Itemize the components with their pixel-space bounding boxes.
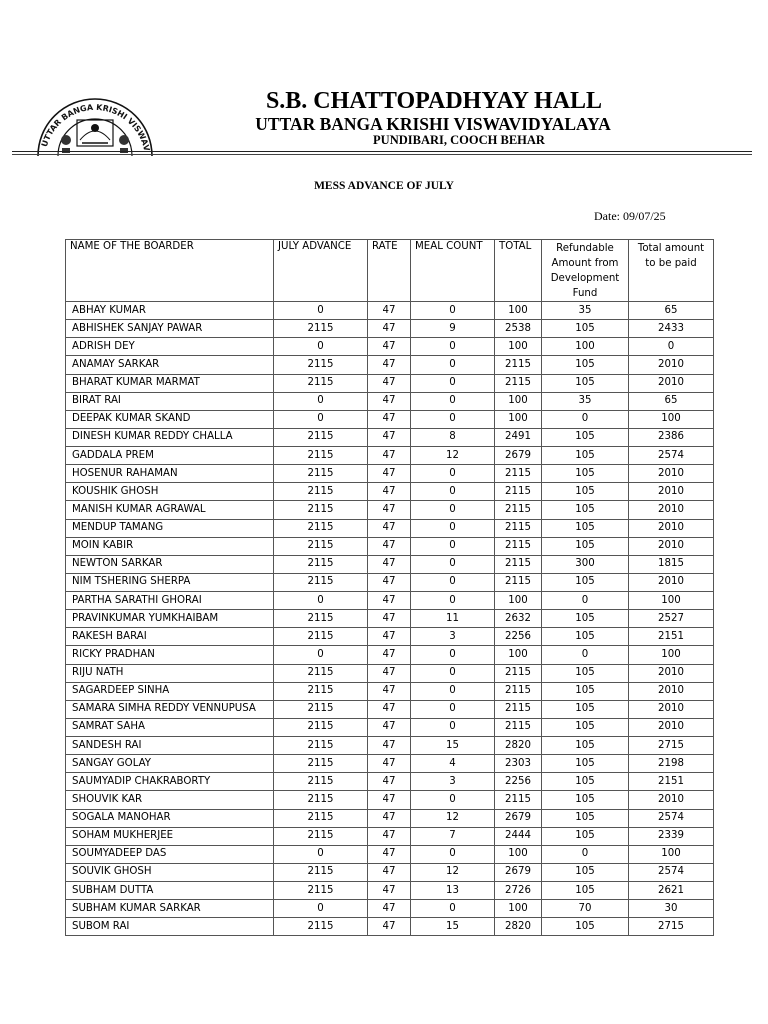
july-advance-cell: 2115 bbox=[274, 863, 368, 881]
amount-to-pay-cell: 2574 bbox=[629, 447, 714, 465]
total-cell: 2679 bbox=[495, 809, 542, 827]
meal-count-cell: 0 bbox=[411, 465, 495, 483]
total-cell: 2115 bbox=[495, 700, 542, 718]
meal-count-cell: 0 bbox=[411, 573, 495, 591]
table-row bbox=[66, 302, 714, 320]
refundable-amount-cell: 105 bbox=[542, 863, 629, 881]
meal-count-cell: 0 bbox=[411, 646, 495, 664]
table-row bbox=[66, 320, 714, 338]
table-row bbox=[66, 646, 714, 664]
total-cell: 2115 bbox=[495, 356, 542, 374]
rate-cell: 47 bbox=[368, 737, 411, 755]
july-advance-cell: 2115 bbox=[274, 700, 368, 718]
amount-to-pay-cell: 2010 bbox=[629, 791, 714, 809]
table-row bbox=[66, 700, 714, 718]
refundable-amount-cell: 100 bbox=[542, 338, 629, 356]
table-row bbox=[66, 918, 714, 936]
header-rule-secondary bbox=[12, 154, 752, 155]
meal-count-cell: 0 bbox=[411, 374, 495, 392]
total-cell: 2303 bbox=[495, 755, 542, 773]
meal-count-cell: 0 bbox=[411, 338, 495, 356]
total-cell: 100 bbox=[495, 392, 542, 410]
total-cell: 2115 bbox=[495, 791, 542, 809]
table-row bbox=[66, 519, 714, 537]
amount-to-pay-cell: 1815 bbox=[629, 555, 714, 573]
july-advance-cell: 0 bbox=[274, 392, 368, 410]
july-advance-cell: 2115 bbox=[274, 573, 368, 591]
refundable-amount-cell: 105 bbox=[542, 519, 629, 537]
july-advance-cell: 2115 bbox=[274, 483, 368, 501]
table-row bbox=[66, 845, 714, 863]
boarder-name-cell: SOUMYADEEP DAS bbox=[66, 845, 274, 863]
total-cell: 100 bbox=[495, 592, 542, 610]
boarder-name-cell: BIRAT RAI bbox=[66, 392, 274, 410]
boarder-name-cell: SAGARDEEP SINHA bbox=[66, 682, 274, 700]
july-advance-cell: 2115 bbox=[274, 610, 368, 628]
table-row bbox=[66, 374, 714, 392]
meal-count-cell: 3 bbox=[411, 628, 495, 646]
rate-cell: 47 bbox=[368, 882, 411, 900]
table-row bbox=[66, 773, 714, 791]
rate-cell: 47 bbox=[368, 573, 411, 591]
amount-to-pay-cell: 2010 bbox=[629, 718, 714, 736]
boarder-name-cell: ABHAY KUMAR bbox=[66, 302, 274, 320]
boarder-name-cell: ADRISH DEY bbox=[66, 338, 274, 356]
table-header-row bbox=[66, 240, 714, 302]
total-cell: 2491 bbox=[495, 428, 542, 446]
july-advance-cell: 2115 bbox=[274, 664, 368, 682]
boarder-name-cell: GADDALA PREM bbox=[66, 447, 274, 465]
total-cell: 2115 bbox=[495, 573, 542, 591]
column-header-rate: RATE bbox=[368, 240, 411, 302]
rate-cell: 47 bbox=[368, 773, 411, 791]
boarder-name-cell: SAMRAT SAHA bbox=[66, 718, 274, 736]
rate-cell: 47 bbox=[368, 483, 411, 501]
boarder-name-cell: DINESH KUMAR REDDY CHALLA bbox=[66, 428, 274, 446]
july-advance-cell: 2115 bbox=[274, 537, 368, 555]
meal-count-cell: 0 bbox=[411, 900, 495, 918]
meal-count-cell: 12 bbox=[411, 863, 495, 881]
refundable-amount-cell: 105 bbox=[542, 737, 629, 755]
refundable-amount-cell: 105 bbox=[542, 700, 629, 718]
refundable-amount-cell: 105 bbox=[542, 882, 629, 900]
total-cell: 2115 bbox=[495, 664, 542, 682]
rate-cell: 47 bbox=[368, 410, 411, 428]
meal-count-cell: 0 bbox=[411, 682, 495, 700]
boarder-name-cell: ABHISHEK SANJAY PAWAR bbox=[66, 320, 274, 338]
total-cell: 100 bbox=[495, 302, 542, 320]
rate-cell: 47 bbox=[368, 428, 411, 446]
july-advance-cell: 2115 bbox=[274, 428, 368, 446]
table-row bbox=[66, 537, 714, 555]
document-date: Date: 09/07/25 bbox=[594, 209, 666, 223]
refundable-amount-cell: 105 bbox=[542, 501, 629, 519]
rate-cell: 47 bbox=[368, 700, 411, 718]
july-advance-cell: 2115 bbox=[274, 827, 368, 845]
refundable-amount-cell: 105 bbox=[542, 918, 629, 936]
july-advance-cell: 2115 bbox=[274, 682, 368, 700]
amount-to-pay-cell: 30 bbox=[629, 900, 714, 918]
amount-to-pay-cell: 2433 bbox=[629, 320, 714, 338]
refundable-amount-cell: 105 bbox=[542, 791, 629, 809]
table-row bbox=[66, 664, 714, 682]
total-cell: 2538 bbox=[495, 320, 542, 338]
refundable-amount-cell: 300 bbox=[542, 555, 629, 573]
rate-cell: 47 bbox=[368, 374, 411, 392]
rate-cell: 47 bbox=[368, 628, 411, 646]
refundable-amount-cell: 105 bbox=[542, 447, 629, 465]
amount-to-pay-cell: 2151 bbox=[629, 628, 714, 646]
july-advance-cell: 2115 bbox=[274, 519, 368, 537]
refundable-amount-cell: 105 bbox=[542, 356, 629, 374]
rate-cell: 47 bbox=[368, 682, 411, 700]
column-header-meal-count: MEAL COUNT bbox=[411, 240, 495, 302]
boarder-name-cell: SANDESH RAI bbox=[66, 737, 274, 755]
meal-count-cell: 0 bbox=[411, 483, 495, 501]
column-header-amount-to-pay: Total amount to be paid bbox=[629, 240, 714, 302]
boarder-name-cell: SHOUVIK KAR bbox=[66, 791, 274, 809]
total-cell: 2256 bbox=[495, 628, 542, 646]
refundable-amount-cell: 105 bbox=[542, 718, 629, 736]
total-cell: 2679 bbox=[495, 447, 542, 465]
july-advance-cell: 2115 bbox=[274, 918, 368, 936]
table-row bbox=[66, 791, 714, 809]
meal-count-cell: 0 bbox=[411, 410, 495, 428]
boarder-name-cell: KOUSHIK GHOSH bbox=[66, 483, 274, 501]
boarder-name-cell: SOGALA MANOHAR bbox=[66, 809, 274, 827]
table-row bbox=[66, 555, 714, 573]
university-name: UTTAR BANGA KRISHI VISWAVIDYALAYA bbox=[255, 114, 611, 134]
boarder-name-cell: RICKY PRADHAN bbox=[66, 646, 274, 664]
meal-count-cell: 15 bbox=[411, 918, 495, 936]
boarder-name-cell: SOHAM MUKHERJEE bbox=[66, 827, 274, 845]
amount-to-pay-cell: 2010 bbox=[629, 573, 714, 591]
meal-count-cell: 0 bbox=[411, 845, 495, 863]
table-row bbox=[66, 447, 714, 465]
meal-count-cell: 0 bbox=[411, 718, 495, 736]
july-advance-cell: 2115 bbox=[274, 737, 368, 755]
table-row bbox=[66, 573, 714, 591]
amount-to-pay-cell: 2151 bbox=[629, 773, 714, 791]
refundable-amount-cell: 105 bbox=[542, 374, 629, 392]
table-row bbox=[66, 465, 714, 483]
rate-cell: 47 bbox=[368, 537, 411, 555]
rate-cell: 47 bbox=[368, 718, 411, 736]
amount-to-pay-cell: 2010 bbox=[629, 483, 714, 501]
meal-count-cell: 0 bbox=[411, 519, 495, 537]
boarder-name-cell: SAUMYADIP CHAKRABORTY bbox=[66, 773, 274, 791]
july-advance-cell: 2115 bbox=[274, 809, 368, 827]
boarder-name-cell: PRAVINKUMAR YUMKHAIBAM bbox=[66, 610, 274, 628]
total-cell: 100 bbox=[495, 410, 542, 428]
rate-cell: 47 bbox=[368, 900, 411, 918]
table-row bbox=[66, 338, 714, 356]
rate-cell: 47 bbox=[368, 501, 411, 519]
total-cell: 2256 bbox=[495, 773, 542, 791]
table-row bbox=[66, 592, 714, 610]
july-advance-cell: 0 bbox=[274, 900, 368, 918]
meal-count-cell: 0 bbox=[411, 302, 495, 320]
july-advance-cell: 0 bbox=[274, 646, 368, 664]
boarder-name-cell: SUBHAM KUMAR SARKAR bbox=[66, 900, 274, 918]
rate-cell: 47 bbox=[368, 809, 411, 827]
table-row bbox=[66, 483, 714, 501]
rate-cell: 47 bbox=[368, 392, 411, 410]
refundable-amount-cell: 105 bbox=[542, 628, 629, 646]
amount-to-pay-cell: 2574 bbox=[629, 809, 714, 827]
boarder-name-cell: RIJU NATH bbox=[66, 664, 274, 682]
table-row bbox=[66, 827, 714, 845]
july-advance-cell: 0 bbox=[274, 592, 368, 610]
refundable-amount-cell: 105 bbox=[542, 483, 629, 501]
amount-to-pay-cell: 2715 bbox=[629, 737, 714, 755]
july-advance-cell: 2115 bbox=[274, 791, 368, 809]
total-cell: 2115 bbox=[495, 501, 542, 519]
meal-count-cell: 8 bbox=[411, 428, 495, 446]
amount-to-pay-cell: 2010 bbox=[629, 356, 714, 374]
boarder-name-cell: ANAMAY SARKAR bbox=[66, 356, 274, 374]
july-advance-cell: 2115 bbox=[274, 501, 368, 519]
total-cell: 2632 bbox=[495, 610, 542, 628]
refundable-amount-cell: 105 bbox=[542, 537, 629, 555]
table-row bbox=[66, 356, 714, 374]
meal-count-cell: 12 bbox=[411, 809, 495, 827]
meal-count-cell: 4 bbox=[411, 755, 495, 773]
meal-count-cell: 9 bbox=[411, 320, 495, 338]
boarder-name-cell: MOIN KABIR bbox=[66, 537, 274, 555]
amount-to-pay-cell: 100 bbox=[629, 410, 714, 428]
july-advance-cell: 2115 bbox=[274, 374, 368, 392]
total-cell: 2115 bbox=[495, 374, 542, 392]
table-row bbox=[66, 718, 714, 736]
table-row bbox=[66, 682, 714, 700]
column-header-refundable: Refundable Amount from Development Fund bbox=[542, 240, 629, 302]
total-cell: 2115 bbox=[495, 519, 542, 537]
total-cell: 2115 bbox=[495, 718, 542, 736]
rate-cell: 47 bbox=[368, 519, 411, 537]
rate-cell: 47 bbox=[368, 447, 411, 465]
table-row bbox=[66, 428, 714, 446]
july-advance-cell: 2115 bbox=[274, 555, 368, 573]
total-cell: 100 bbox=[495, 900, 542, 918]
amount-to-pay-cell: 2010 bbox=[629, 465, 714, 483]
refundable-amount-cell: 105 bbox=[542, 682, 629, 700]
boarder-name-cell: SUBHAM DUTTA bbox=[66, 882, 274, 900]
boarder-name-cell: PARTHA SARATHI GHORAI bbox=[66, 592, 274, 610]
boarder-name-cell: RAKESH BARAI bbox=[66, 628, 274, 646]
total-cell: 2115 bbox=[495, 465, 542, 483]
boarder-name-cell: NIM TSHERING SHERPA bbox=[66, 573, 274, 591]
total-cell: 2444 bbox=[495, 827, 542, 845]
meal-count-cell: 0 bbox=[411, 592, 495, 610]
meal-count-cell: 7 bbox=[411, 827, 495, 845]
header-rule bbox=[12, 151, 752, 152]
boarder-name-cell: NEWTON SARKAR bbox=[66, 555, 274, 573]
boarder-name-cell: BHARAT KUMAR MARMAT bbox=[66, 374, 274, 392]
amount-to-pay-cell: 0 bbox=[629, 338, 714, 356]
rate-cell: 47 bbox=[368, 592, 411, 610]
mess-advance-table bbox=[65, 239, 714, 936]
refundable-amount-cell: 35 bbox=[542, 302, 629, 320]
table-row bbox=[66, 900, 714, 918]
amount-to-pay-cell: 2010 bbox=[629, 374, 714, 392]
boarder-name-cell: SAMARA SIMHA REDDY VENNUPUSA bbox=[66, 700, 274, 718]
refundable-amount-cell: 105 bbox=[542, 664, 629, 682]
amount-to-pay-cell: 2715 bbox=[629, 918, 714, 936]
boarder-name-cell: SOUVIK GHOSH bbox=[66, 863, 274, 881]
refundable-amount-cell: 105 bbox=[542, 465, 629, 483]
table-row bbox=[66, 809, 714, 827]
boarder-name-cell: SUBOM RAI bbox=[66, 918, 274, 936]
july-advance-cell: 2115 bbox=[274, 447, 368, 465]
meal-count-cell: 3 bbox=[411, 773, 495, 791]
amount-to-pay-cell: 100 bbox=[629, 646, 714, 664]
total-cell: 2115 bbox=[495, 537, 542, 555]
rate-cell: 47 bbox=[368, 791, 411, 809]
meal-count-cell: 13 bbox=[411, 882, 495, 900]
july-advance-cell: 0 bbox=[274, 410, 368, 428]
boarder-name-cell: HOSENUR RAHAMAN bbox=[66, 465, 274, 483]
amount-to-pay-cell: 100 bbox=[629, 592, 714, 610]
table-row bbox=[66, 610, 714, 628]
total-cell: 2726 bbox=[495, 882, 542, 900]
column-header-total: TOTAL bbox=[495, 240, 542, 302]
meal-count-cell: 0 bbox=[411, 537, 495, 555]
refundable-amount-cell: 105 bbox=[542, 610, 629, 628]
july-advance-cell: 2115 bbox=[274, 718, 368, 736]
july-advance-cell: 2115 bbox=[274, 773, 368, 791]
rate-cell: 47 bbox=[368, 356, 411, 374]
july-advance-cell: 2115 bbox=[274, 356, 368, 374]
table-row bbox=[66, 863, 714, 881]
total-cell: 2679 bbox=[495, 863, 542, 881]
refundable-amount-cell: 105 bbox=[542, 809, 629, 827]
meal-count-cell: 12 bbox=[411, 447, 495, 465]
table-row bbox=[66, 501, 714, 519]
amount-to-pay-cell: 2621 bbox=[629, 882, 714, 900]
july-advance-cell: 2115 bbox=[274, 628, 368, 646]
document-subject: MESS ADVANCE OF JULY bbox=[314, 180, 454, 192]
table-row bbox=[66, 392, 714, 410]
refundable-amount-cell: 105 bbox=[542, 773, 629, 791]
amount-to-pay-cell: 65 bbox=[629, 392, 714, 410]
meal-count-cell: 0 bbox=[411, 356, 495, 374]
column-header-name: NAME OF THE BOARDER bbox=[66, 240, 274, 302]
refundable-amount-cell: 70 bbox=[542, 900, 629, 918]
meal-count-cell: 15 bbox=[411, 737, 495, 755]
rate-cell: 47 bbox=[368, 664, 411, 682]
amount-to-pay-cell: 2010 bbox=[629, 519, 714, 537]
amount-to-pay-cell: 2010 bbox=[629, 700, 714, 718]
july-advance-cell: 0 bbox=[274, 302, 368, 320]
july-advance-cell: 2115 bbox=[274, 755, 368, 773]
amount-to-pay-cell: 2527 bbox=[629, 610, 714, 628]
july-advance-cell: 2115 bbox=[274, 882, 368, 900]
refundable-amount-cell: 105 bbox=[542, 755, 629, 773]
hall-name: S.B. CHATTOPADHYAY HALL bbox=[265, 88, 603, 114]
meal-count-cell: 0 bbox=[411, 392, 495, 410]
amount-to-pay-cell: 2010 bbox=[629, 682, 714, 700]
total-cell: 100 bbox=[495, 845, 542, 863]
amount-to-pay-cell: 2010 bbox=[629, 501, 714, 519]
total-cell: 2115 bbox=[495, 682, 542, 700]
amount-to-pay-cell: 2198 bbox=[629, 755, 714, 773]
rate-cell: 47 bbox=[368, 320, 411, 338]
amount-to-pay-cell: 2010 bbox=[629, 664, 714, 682]
rate-cell: 47 bbox=[368, 302, 411, 320]
refundable-amount-cell: 105 bbox=[542, 573, 629, 591]
total-cell: 2115 bbox=[495, 555, 542, 573]
meal-count-cell: 0 bbox=[411, 664, 495, 682]
meal-count-cell: 11 bbox=[411, 610, 495, 628]
amount-to-pay-cell: 100 bbox=[629, 845, 714, 863]
july-advance-cell: 2115 bbox=[274, 465, 368, 483]
july-advance-cell: 0 bbox=[274, 338, 368, 356]
total-cell: 2820 bbox=[495, 737, 542, 755]
rate-cell: 47 bbox=[368, 845, 411, 863]
boarder-name-cell: DEEPAK KUMAR SKAND bbox=[66, 410, 274, 428]
amount-to-pay-cell: 2339 bbox=[629, 827, 714, 845]
rate-cell: 47 bbox=[368, 610, 411, 628]
column-header-july-advance: JULY ADVANCE bbox=[274, 240, 368, 302]
refundable-amount-cell: 0 bbox=[542, 646, 629, 664]
rate-cell: 47 bbox=[368, 863, 411, 881]
meal-count-cell: 0 bbox=[411, 700, 495, 718]
meal-count-cell: 0 bbox=[411, 791, 495, 809]
rate-cell: 47 bbox=[368, 646, 411, 664]
total-cell: 100 bbox=[495, 338, 542, 356]
total-cell: 2820 bbox=[495, 918, 542, 936]
table-row bbox=[66, 737, 714, 755]
rate-cell: 47 bbox=[368, 755, 411, 773]
rate-cell: 47 bbox=[368, 338, 411, 356]
amount-to-pay-cell: 2010 bbox=[629, 537, 714, 555]
address: PUNDIBARI, COOCH BEHAR bbox=[373, 133, 545, 147]
total-cell: 100 bbox=[495, 646, 542, 664]
refundable-amount-cell: 105 bbox=[542, 428, 629, 446]
amount-to-pay-cell: 65 bbox=[629, 302, 714, 320]
boarder-name-cell: MENDUP TAMANG bbox=[66, 519, 274, 537]
refundable-amount-cell: 0 bbox=[542, 845, 629, 863]
july-advance-cell: 0 bbox=[274, 845, 368, 863]
rate-cell: 47 bbox=[368, 827, 411, 845]
amount-to-pay-cell: 2574 bbox=[629, 863, 714, 881]
table-row bbox=[66, 755, 714, 773]
table-row bbox=[66, 628, 714, 646]
table-row bbox=[66, 882, 714, 900]
refundable-amount-cell: 105 bbox=[542, 320, 629, 338]
total-cell: 2115 bbox=[495, 483, 542, 501]
rate-cell: 47 bbox=[368, 465, 411, 483]
refundable-amount-cell: 105 bbox=[542, 827, 629, 845]
rate-cell: 47 bbox=[368, 918, 411, 936]
meal-count-cell: 0 bbox=[411, 501, 495, 519]
table-row bbox=[66, 410, 714, 428]
boarder-name-cell: SANGAY GOLAY bbox=[66, 755, 274, 773]
july-advance-cell: 2115 bbox=[274, 320, 368, 338]
refundable-amount-cell: 35 bbox=[542, 392, 629, 410]
logo-arc-text: UTTAR BANGA KRISHI VISWAV bbox=[39, 102, 152, 152]
boarder-name-cell: MANISH KUMAR AGRAWAL bbox=[66, 501, 274, 519]
refundable-amount-cell: 0 bbox=[542, 592, 629, 610]
amount-to-pay-cell: 2386 bbox=[629, 428, 714, 446]
meal-count-cell: 0 bbox=[411, 555, 495, 573]
rate-cell: 47 bbox=[368, 555, 411, 573]
refundable-amount-cell: 0 bbox=[542, 410, 629, 428]
